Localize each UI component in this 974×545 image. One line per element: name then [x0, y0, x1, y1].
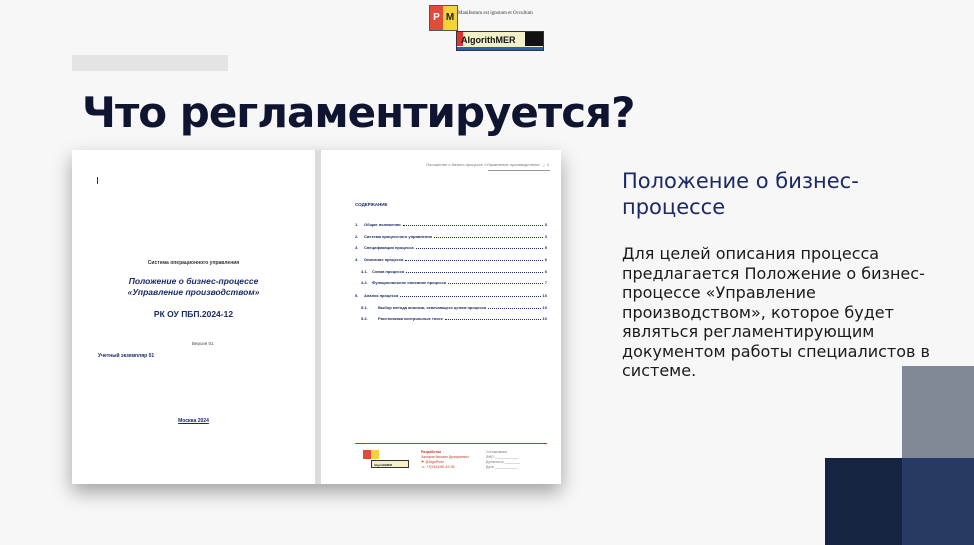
cover-title: [72, 276, 315, 298]
toc-item: 3. Спецификация процесса 5: [355, 245, 547, 250]
decorative-bar: [72, 55, 228, 71]
toc-item: 5.1. Выбор метода анализа, отвечающего целям процесса 10: [361, 305, 547, 310]
footer-approval: Согласовано ФИО ____________ Должность ________ Дата ____________: [486, 450, 521, 469]
section-subtitle: Положение о бизнес-процессе: [622, 169, 859, 219]
cover-city-year: Москва 2024: [178, 418, 209, 424]
logo-p: P: [430, 6, 443, 30]
toc-item: 4.2. Функциональное описание процесса 7: [361, 280, 547, 285]
footer-developer: Разработал Захаров Михаил Дмитриевич ⚑ @AlgoRinfo ☏ +7(916)090-49-96: [421, 450, 469, 469]
toc-item: 4. Описание процесса 6: [355, 257, 547, 262]
pm-logo-mark: [429, 5, 458, 31]
toc-page: [321, 150, 561, 484]
logo-m: M: [443, 6, 457, 30]
logo-name-box: [456, 31, 544, 51]
logo-name: AlgorithMER: [461, 35, 516, 45]
section-body: Для целей описания процесса предлагается Положение о бизнес-процессе «Управление производством», которое будет являться регламентирующим документом работы специалистов в системе.: [622, 244, 930, 380]
cover-version: Версия 01: [192, 341, 214, 346]
text-cursor: [97, 177, 98, 184]
cover-title-line2: «Управление производством»: [127, 287, 260, 297]
footer-logo: AlgorithMER: [363, 450, 409, 470]
slide-title: Что регламентируется?: [82, 88, 635, 137]
logo-tagline: Manifestum est ignotum et Occultum: [458, 11, 533, 16]
decorative-block-grey: [902, 366, 974, 458]
toc-title: СОДЕРЖАНИЕ: [355, 202, 388, 207]
toc-item: 2. Система процессного управления 3: [355, 234, 547, 239]
decorative-block-blue: [902, 458, 974, 545]
cover-code: РК ОУ ПБП.2024-12: [153, 309, 234, 319]
document-preview: [72, 150, 561, 484]
decorative-block-navy: [825, 458, 902, 545]
toc-item: 5.2. Расстановка контрольных точек 10: [361, 316, 547, 321]
toc-item: 5. Анализ процесса 10: [355, 293, 547, 298]
running-header: Положение о бизнес-процессе «Управление производством» | 2: [426, 162, 549, 167]
toc-item: 1. Общие положения 3: [355, 222, 547, 227]
cover-system: Система операционного управления: [147, 260, 240, 266]
cover-page: [72, 150, 315, 484]
algorithmer-logo: [429, 5, 543, 51]
cover-copy: Учетный экземпляр 01: [98, 353, 155, 359]
cover-title-line1: Положение о бизнес-процессе: [128, 276, 259, 286]
toc-item: 4.1. Схема процесса 6: [361, 269, 547, 274]
